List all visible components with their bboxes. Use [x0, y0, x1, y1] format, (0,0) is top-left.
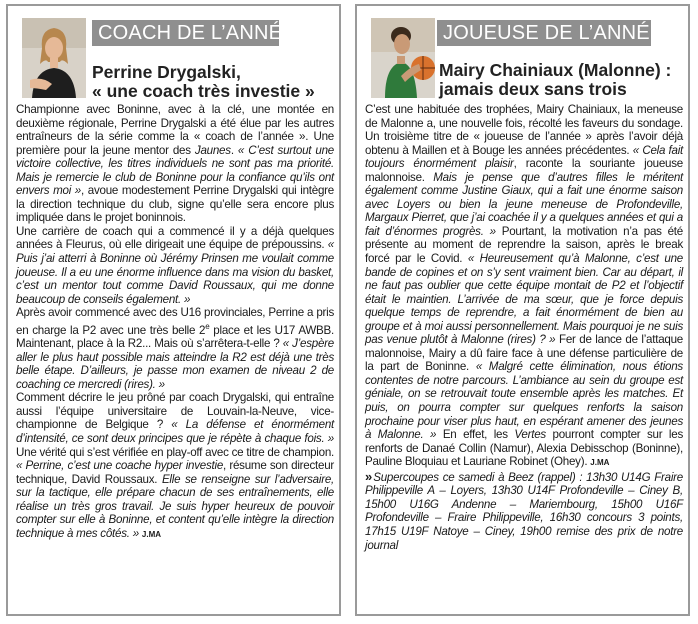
double-chevron-icon: »: [365, 468, 370, 484]
schedule-note: [365, 470, 683, 552]
text-run: place et les U17 AWBB. Maintenant, place à la R2... Mais où s’arrêtera-t-elle ?: [16, 323, 334, 351]
coach-article: [6, 4, 341, 616]
headline-line-2: « une coach très investie »: [92, 81, 315, 101]
text-run: C’est une habituée des trophées, Mairy Chainiaux, la meneuse de Malonne a, une nouvelle fois, récolté les faveurs du sondage. Un troisième titre de « joueuse de l’année » après l’avoir déjà obtenu à Maillen et à Bouge les années précédentes.: [365, 103, 683, 157]
text-run: , raconte la souriante joueuse malonnoise.: [365, 157, 683, 184]
quote-run: « Malgré cette élimination, nous étions contentes de notre parcours. L’ambiance au sein du groupe est géniale, on se retrouvait toute ensemble après les matches. Et puis, on pourra compter sur quelques renforts la saison prochaine pour viser plus haut, en espérant amener des jeunes à Malonne. »: [365, 360, 683, 442]
author-signature: J.MA: [590, 458, 610, 468]
text-run: Après avoir commencé avec des U16 provinciales, Perrine a pris en charge la P2 avec une très belle 2: [16, 306, 334, 337]
text-run: .: [230, 143, 238, 157]
article-body: [365, 103, 683, 552]
text-run: pourront compter sur les renforts de Danaé Collin (Namur), Alexia Debisschop (Boninne), Pauline Bloquiau et Lauriane Robinet (Ohey).: [365, 428, 683, 469]
paragraph: [16, 225, 334, 306]
quote-run: « Puis j’ai atterri à Boninne où Jérémy Prinsen me voulait comme joueuse. Il a eu une énorme influence dans ma vision du basket, c’est un mentor tout comme David Roussaux, qui me donne beaucoup de conseils également. »: [16, 238, 334, 306]
text-run: En effet, les: [436, 428, 515, 442]
quote-run: Vertes: [514, 428, 546, 442]
article-text: [365, 103, 683, 470]
paragraph: [365, 103, 683, 470]
paragraph: [16, 391, 334, 541]
quote-run: Elle se renseigne sur l’adversaire, sur la tactique, elle prépare chacun de ses entraînements, elle réalise un très gros travail. Je suis hyper heureux de pouvoir compter sur elle à Boninne, et content qu’elle intègre la direction technique à mes côtés. »: [16, 472, 334, 540]
quote-run: Jaunes: [194, 143, 231, 157]
article-headline: [92, 63, 332, 101]
headline-line-1: Mairy Chainiaux (Malonne) :: [439, 60, 672, 80]
quote-run: « Heureusement qu’à Malonne, c’est une bande de copines et on s’y sent vraiment bien. Car au départ, il ne faut pas oublier que cette équipe montait de P2 et l’objectif était le maintien. L’arrivée de ma sœur, que je force depuis quelque temps de reprendre, a fait énormément de bien au groupe et à moi aussi personnellement. Mais pourquoi je ne suis pas venue plutôt à Malonne (rires) ? »: [365, 252, 683, 347]
basketball-player-photo-icon: [371, 18, 435, 98]
player-photo: [371, 18, 435, 98]
quote-run: « Cela fait toujours énormément plaisir: [365, 143, 683, 171]
paragraph: [16, 306, 334, 391]
section-banner: JOUEUSE DE L’ANNÉE: [437, 20, 651, 46]
text-run: Pourtant, la motivation n’a pas été présente au moment de reprendre la saison, après le break forcé par le Covid.: [365, 224, 683, 266]
portrait-photo-icon: [22, 18, 86, 98]
article-body: [16, 103, 334, 541]
text-run: Championne avec Boninne, avec à la clé, une montée en deuxième régionale, Perrine Drygalski a été élue par les autres entraîneurs de la série comme la « coach de l’année ». Une première pour la jeune mentor des: [16, 103, 334, 157]
text-run: , avoue modestement Perrine Drygalski qui intègre la direction technique du club, signe qu’elle sera encore plus impliquée dans le projet boninnois.: [16, 184, 334, 225]
author-signature: J.MA: [141, 529, 162, 539]
paragraph: [16, 103, 334, 225]
text-run: Une carrière de coach qui a commencé il y a déjà quelques années à Fleurus, où elle dirigeait une équipe de prépoussins.: [16, 224, 334, 252]
schedule-text: Supercoupes ce samedi à Beez (rappel) : 13h30 U14G Fraire Philippeville A – Loyers, 13h30 U14F Profondeville – Ciney B, 15h00 U16G Andenne – Mariembourg, 15h00 U16F Profondeville – Fraire Philippeville, 16h30 concours 3 points, 17h15 U19F Natoye – Ciney, 19h00 remise des prix de notre journal: [365, 470, 683, 552]
text-run: Une vérité qui s’est vérifiée en play-off avec ce titre de champion.: [16, 445, 334, 459]
headline-line-2: jamais deux sans trois: [439, 79, 627, 99]
section-banner: COACH DE L’ANNÉE: [92, 20, 279, 46]
text-run: Comment décrire le jeu prôné par coach Drygalski, qui entraîne aussi l’équipe universitaire de Louvain-la-Neuve, vice-championne de Belgique ?: [16, 391, 334, 432]
quote-run: « J’espère aller le plus haut possible mais atteindre la R2 est déjà une très belle étape. D’ailleurs, je passe mon examen de niveau 2 de coaching ce mercredi (rires). »: [16, 337, 334, 391]
text-run: , résume son directeur technique, David Roussaux.: [16, 459, 335, 486]
headline-line-1: Perrine Drygalski,: [92, 62, 241, 82]
text-run: Fer de lance de l’attaque malonnoise, Mairy a dû faire face à une défense particulière de la part de Boninne.: [365, 333, 683, 374]
quote-run: « C’est surtout une victoire collective, les titres individuels ne sont pas ma priorité. Mais je remercie le club de Boninne pour la confiance qu’ils ont envers moi »: [16, 143, 334, 198]
coach-portrait-photo: [22, 18, 86, 98]
article-headline: [439, 61, 684, 99]
quote-run: Mais je pense que d’autres filles le méritent également comme Justine Giaux, qui a fait une énorme saison avec Loyers ou bien la jeune meneuse de Profondeville, Margaux Pierret, que j’ai coachée il y a quelques années et qui a fait d’énormes progrès. »: [365, 170, 683, 238]
player-article: [355, 4, 690, 616]
superscript: e: [205, 321, 210, 331]
quote-run: « La défense et énormément d’intensité, ce sont deux principes que je répète à chaque fois. »: [16, 418, 334, 445]
quote-run: « Perrine, c’est une coache hyper investie: [16, 459, 224, 473]
